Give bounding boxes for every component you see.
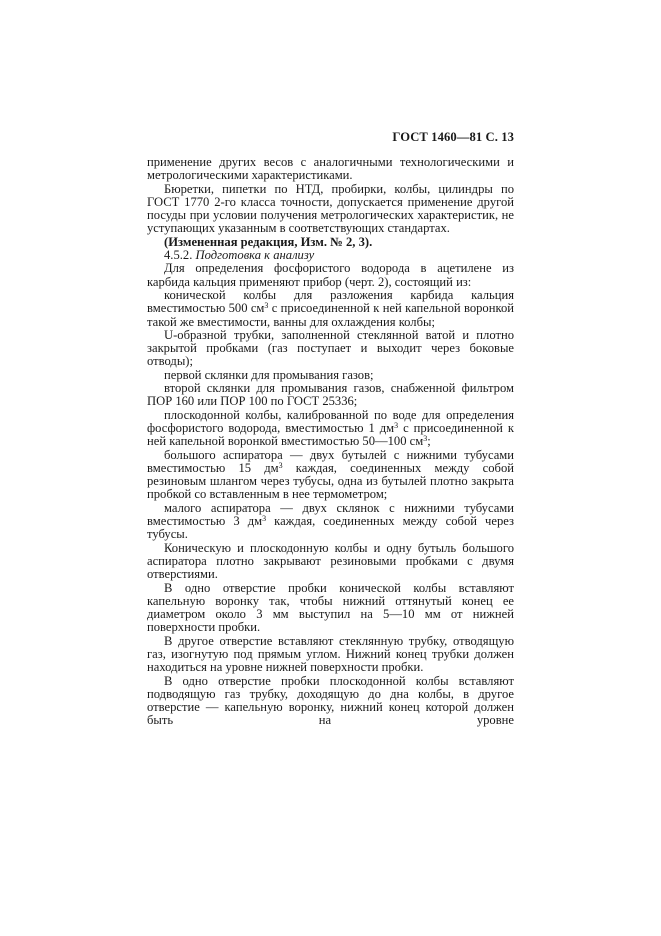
superscript: 3 xyxy=(423,434,428,444)
paragraph-text: второй склянки для промывания газов, снабженной фильтром ПОР 160 или ПОР 100 по ГОСТ 25336; xyxy=(147,381,514,409)
section-heading xyxy=(147,249,514,262)
paragraph-flat-flask-stopper xyxy=(147,675,514,728)
paragraph-conical-stopper xyxy=(147,582,514,635)
running-header: ГОСТ 1460—81 С. 13 xyxy=(392,130,514,144)
paragraph-text: В одно отверстие пробки плоскодонной колбы вставляют подводящую газ трубку, доходящую до дна колбы, в другое отверстие — капельную воронку, нижний конец которой должен быть на уровне xyxy=(147,673,514,728)
paragraph-gas-tube xyxy=(147,635,514,675)
text-segment: с присоединенной к ней капельной воронкой вместимостью 50—100 см xyxy=(147,420,514,449)
section-title: Подготовка к анализу xyxy=(195,248,315,263)
paragraph-text: применение других весов с аналогичными технологическими и метрологическими характеристиками. xyxy=(147,155,514,183)
paragraph-text: Бюретки, пипетки по НТД, пробирки, колбы, цилиндры по ГОСТ 1770 2-го класса точности, допускается применение другой посуды при условии получения метрологических характеристик, не уступающих указанным в соответствующих стандартах. xyxy=(147,181,514,236)
list-item-conical-flask xyxy=(147,289,514,329)
text-segment: большого аспиратора — двух бутылей с нижними тубусами вместимостью 15 дм xyxy=(147,447,514,475)
text-segment: с присоединенной к ней капельной воронкой такой же вместимости, ванны для охлаждения колбы; xyxy=(147,301,514,329)
list-item-first-bottle xyxy=(147,369,514,382)
paragraph-text: U-образной трубки, заполненной стеклянной ватой и плотно закрытой пробками (газ поступает и выходит через боковые отводы); xyxy=(147,327,514,369)
paragraph-text: В другое отверстие вставляют стеклянную трубку, отводящую газ, изогнутую под прямым углом. Нижний конец трубки должен находиться на уровне нижней поверхности пробки. xyxy=(147,633,514,675)
list-item-flat-flask xyxy=(147,409,514,449)
text-segment: малого аспиратора — двух склянок с нижними тубусами вместимостью 3 дм xyxy=(147,500,514,529)
section-number: 4.5.2. xyxy=(164,248,193,263)
list-item-second-bottle xyxy=(147,382,514,409)
paragraph-text: В одно отверстие пробки конической колбы вставляют капельную воронку так, чтобы нижний оттянутый конец ее диаметром около 3 мм выступил на 5—10 мм от нижней поверхности пробки. xyxy=(147,580,514,635)
paragraph-continuation xyxy=(147,156,514,183)
paragraph-text: Для определения фосфористого водорода в ацетилене из карбида кальция применяют прибор (черт. 2), состоящий из: xyxy=(147,261,514,289)
amendment-note xyxy=(147,236,514,249)
text-segment: конической колбы для разложения карбида кальция вместимостью 500 см xyxy=(147,287,514,316)
list-item-large-aspirator xyxy=(147,449,514,502)
superscript: 3 xyxy=(278,460,283,470)
paragraph-glassware xyxy=(147,183,514,236)
list-item-u-tube xyxy=(147,329,514,369)
text-segment: каждая, соединенных между собой резиновым шлангом через тубусы, одна из бутылей плотно закрыта пробкой со вставленным в нее термометром; xyxy=(147,460,514,502)
paragraph-text: (Измененная редакция, Изм. № 2, 3). xyxy=(164,234,373,249)
superscript: 3 xyxy=(264,301,269,311)
text-segment: плоскодонной колбы, калиброванной по воде для определения фосфористого водорода, вместимостью 1 дм xyxy=(147,407,514,435)
superscript: 3 xyxy=(394,420,399,430)
paragraph-stoppers xyxy=(147,542,514,582)
text-segment: ; xyxy=(427,434,431,449)
text-segment: каждая, соединенных между собой через тубусы. xyxy=(147,514,514,542)
paragraph-text: Коническую и плоскодонную колбы и одну бутыль большого аспиратора плотно закрывают резиновыми пробками с двумя отверстиями. xyxy=(147,540,514,582)
body-text xyxy=(147,156,514,728)
paragraph-apparatus-intro xyxy=(147,262,514,289)
superscript: 3 xyxy=(262,514,267,524)
paragraph-text: первой склянки для промывания газов; xyxy=(164,367,374,382)
list-item-small-aspirator xyxy=(147,502,514,542)
